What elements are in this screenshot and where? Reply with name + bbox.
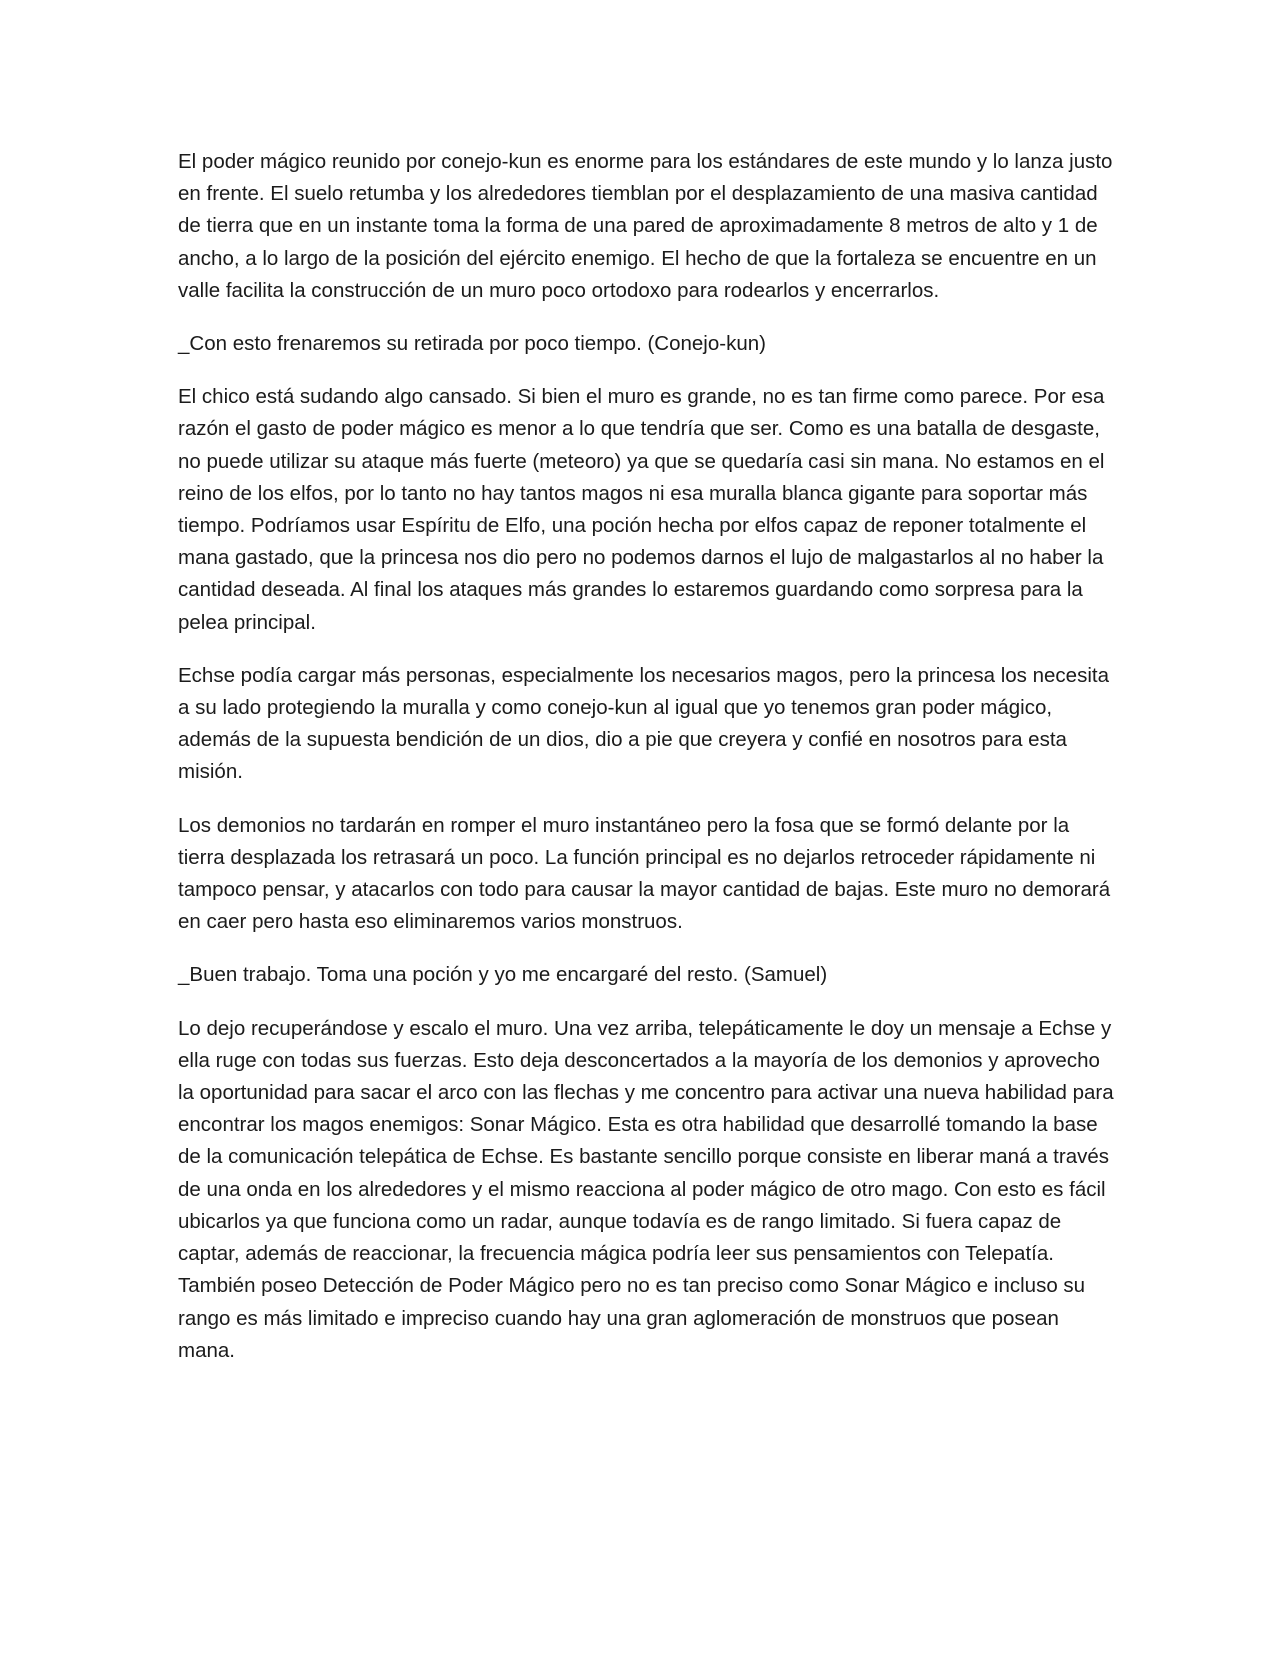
dialogue-line-1: _Con esto frenaremos su retirada por poco tiempo. (Conejo-kun) xyxy=(178,332,766,356)
paragraph-4: Los demonios no tardarán en romper el muro instantáneo pero la fosa que se formó delante por la tierra desplazada los retrasará un poco. La función principal es no dejarlos retroceder rápidamente ni tampoco pensar, y atacarlos con todo para causar la mayor cantidad de bajas. Este muro no demorará en caer pero hasta eso eliminaremos varios monstruos. xyxy=(178,813,1111,934)
paragraph-5: Lo dejo recuperándose y escalo el muro. Una vez arriba, telepáticamente le doy un mensaje a Echse y ella ruge con todas sus fuerzas. Esto deja desconcertados a la mayoría de los demonios y aprovecho la oportunidad para sacar el arco con las flechas y me concentro para activar una nueva habilidad para encontrar los magos enemigos: Sonar Mágico. Esta es otra habilidad que desarrollé tomando la base de la comunicación telepática de Echse. Es bastante sencillo porque consiste en liberar maná a través de una onda en los alrededores y el mismo reacciona al poder mágico de otro mago. Con esto es fácil ubicarlos ya que funciona como un radar, aunque todavía es de rango limitado. Si fuera capaz de captar, además de reaccionar, la frecuencia mágica podría leer sus pensamientos con Telepatía. También poseo Detección de Poder Mágico pero no es tan preciso como Sonar Mágico e incluso su rango es más limitado e impreciso cuando hay una gran aglomeración de monstruos que posean mana. xyxy=(178,1016,1114,1362)
document-body xyxy=(178,146,1118,1388)
paragraph-3: Echse podía cargar más personas, especialmente los necesarios magos, pero la princesa los necesita a su lado protegiendo la muralla y como conejo-kun al igual que yo tenemos gran poder mágico, además de la supuesta bendición de un dios, dio a pie que creyera y confié en nosotros para esta misión. xyxy=(178,663,1109,784)
paragraph-2: El chico está sudando algo cansado. Si bien el muro es grande, no es tan firme como parece. Por esa razón el gasto de poder mágico es menor a lo que tendría que ser. Como es una batalla de desgaste, no puede utilizar su ataque más fuerte (meteoro) ya que se quedaría casi sin mana. No estamos en el reino de los elfos, por lo tanto no hay tantos magos ni esa muralla blanca gigante para soportar más tiempo. Podríamos usar Espíritu de Elfo, una poción hecha por elfos capaz de reponer totalmente el mana gastado, que la princesa nos dio pero no podemos darnos el lujo de malgastarlos al no haber la cantidad deseada. Al final los ataques más grandes lo estaremos guardando como sorpresa para la pelea principal. xyxy=(178,385,1105,634)
paragraph-1: El poder mágico reunido por conejo-kun es enorme para los estándares de este mundo y lo lanza justo en frente. El suelo retumba y los alrededores tiemblan por el desplazamiento de una masiva cantidad de tierra que en un instante toma la forma de una pared de aproximadamente 8 metros de alto y 1 de ancho, a lo largo de la posición del ejército enemigo. El hecho de que la fortaleza se encuentre en un valle facilita la construcción de un muro poco ortodoxo para rodearlos y encerrarlos. xyxy=(178,150,1113,302)
dialogue-line-2: _Buen trabajo. Toma una poción y yo me encargaré del resto. (Samuel) xyxy=(178,963,828,987)
